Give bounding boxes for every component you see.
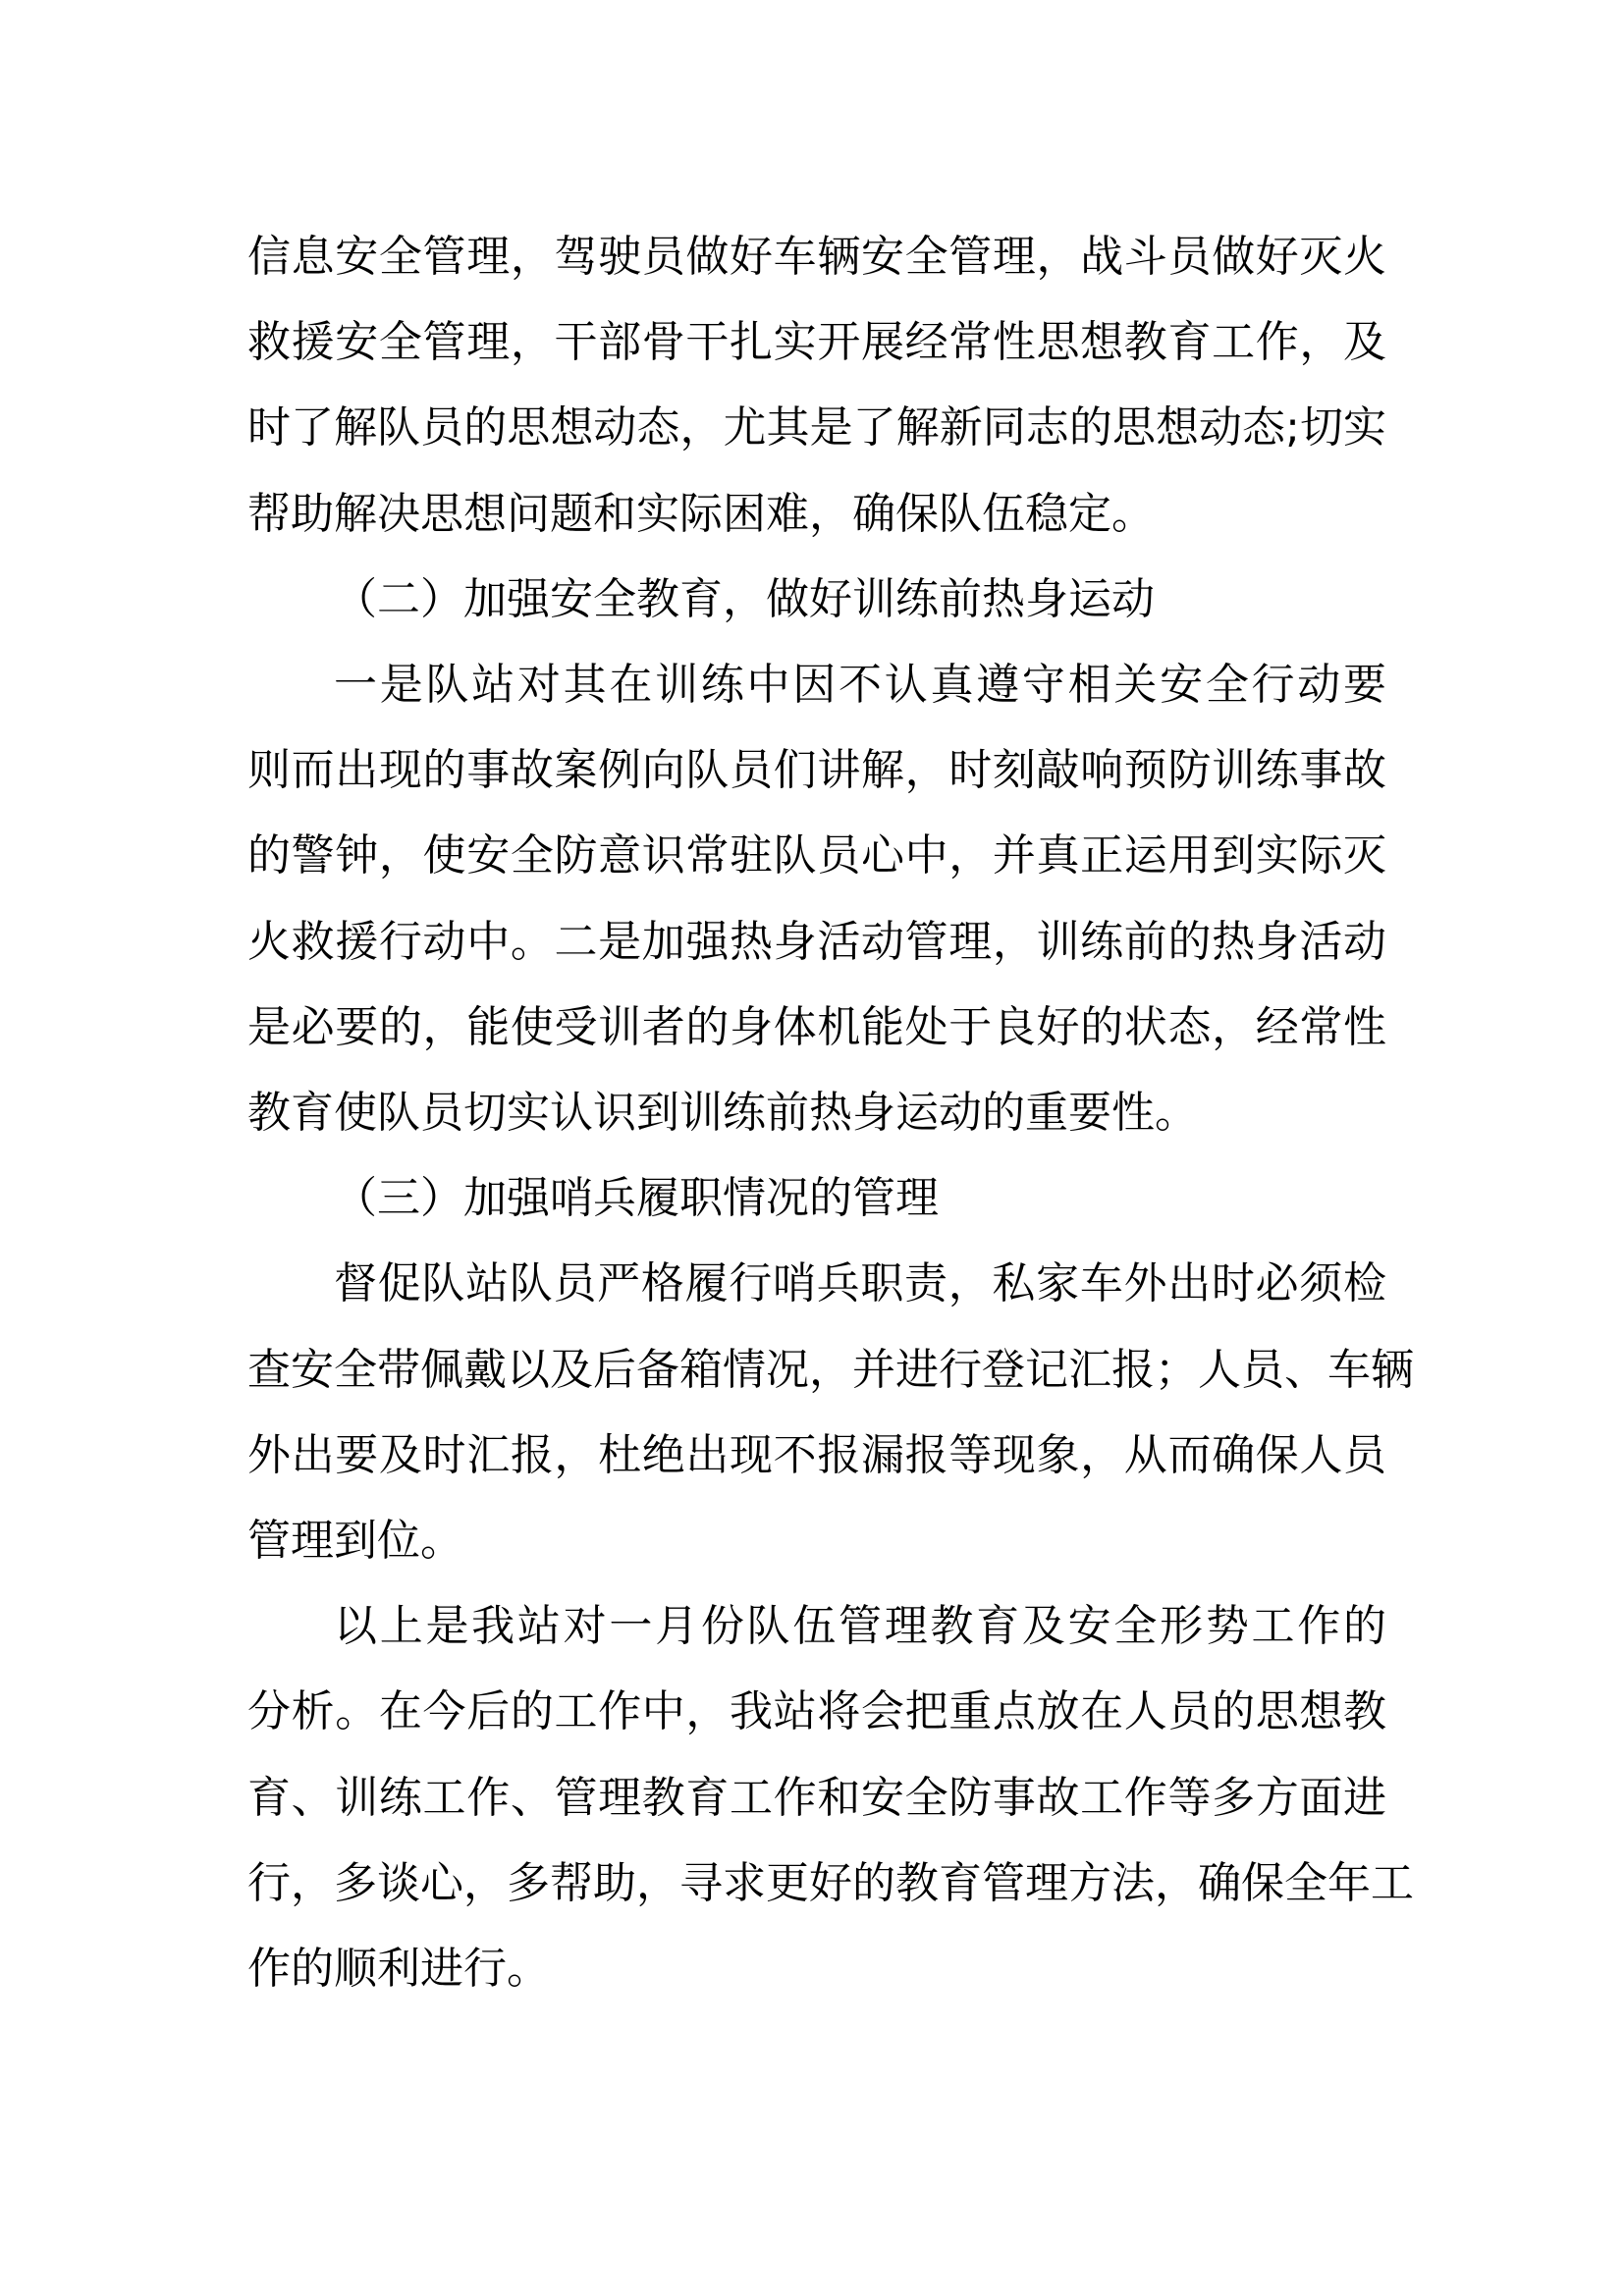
paragraph-line: 管理到位。: [247, 1516, 463, 1566]
paragraph-line: 是必要的，能使受训者的身体机能处于良好的状态，经常性: [247, 1001, 1386, 1052]
paragraph-line: 一是队站对其在训练中因不认真遵守相关安全行动要: [334, 660, 1386, 710]
paragraph-line: 救援安全管理，干部骨干扎实开展经常性思想教育工作，及: [247, 317, 1386, 368]
paragraph-line: 作的顺利进行。: [247, 1944, 550, 1994]
paragraph-line: 则而出现的事故案例向队员们讲解，时刻敲响预防训练事故: [247, 745, 1386, 796]
paragraph-line: 以上是我站对一月份队伍管理教育及安全形势工作的: [334, 1601, 1386, 1652]
section-heading: （三）加强哨兵履职情况的管理: [334, 1173, 939, 1224]
paragraph-line: 外出要及时汇报，杜绝出现不报漏报等现象，从而确保人员: [247, 1429, 1386, 1480]
paragraph-line: 的警钟，使安全防意识常驻队员心中，并真正运用到实际灭: [247, 830, 1386, 881]
paragraph-line: 教育使队员切实认识到训练前热身运动的重要性。: [247, 1088, 1198, 1138]
paragraph-line: 查安全带佩戴以及后备箱情况，并进行登记汇报；人员、车辆: [247, 1344, 1414, 1395]
paragraph-line: 帮助解决思想问题和实际困难，确保队伍稳定。: [247, 488, 1155, 539]
paragraph-line: 时了解队员的思想动态，尤其是了解新同志的思想动态;切实: [247, 402, 1386, 454]
paragraph-line: 火救援行动中。二是加强热身活动管理，训练前的热身活动: [247, 916, 1386, 967]
paragraph-line: 分析。在今后的工作中，我站将会把重点放在人员的思想教: [247, 1686, 1386, 1737]
paragraph-line: 信息安全管理，驾驶员做好车辆安全管理，战斗员做好灭火: [247, 232, 1386, 282]
paragraph-line: 督促队站队员严格履行哨兵职责，私家车外出时必须检: [334, 1258, 1386, 1309]
paragraph-line: 行，多谈心，多帮助，寻求更好的教育管理方法，确保全年工: [247, 1857, 1414, 1908]
section-heading: （二）加强安全教育，做好训练前热身运动: [334, 573, 1155, 624]
paragraph-line: 育、训练工作、管理教育工作和安全防事故工作等多方面进: [247, 1772, 1386, 1823]
